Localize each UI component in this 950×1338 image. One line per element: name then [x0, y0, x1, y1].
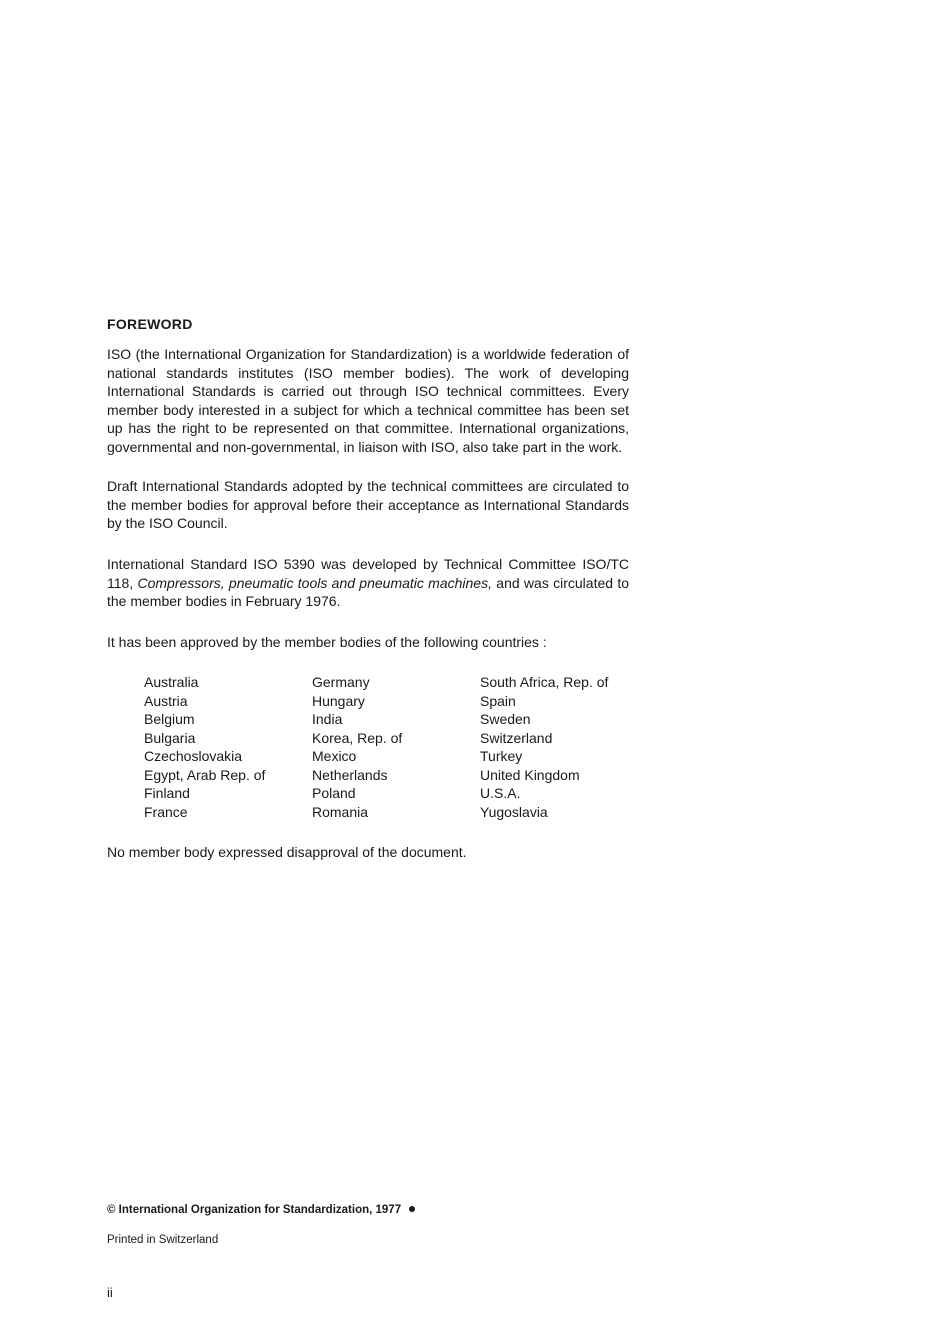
foreword-paragraph-iso-description: ISO (the International Organization for Standardization) is a worldwide federation of national standards institutes (ISO member bodies). The work of developing International Standards is carried out through ISO technical committees. Every member body interested in a subject for which a technical committee has been set up has the right to be represented on that committee. International organizations, governmental and non-governmental, in liaison with ISO, also take part in the work.: [107, 346, 629, 455]
copyright-text: © International Organization for Standardization, 1977: [107, 1204, 402, 1216]
foreword-paragraph-no-disapproval: No member body expressed disapproval of the document.: [107, 844, 467, 860]
country-item: France: [144, 803, 188, 820]
bullet-icon: [409, 1206, 415, 1212]
country-item: Australia: [144, 674, 199, 690]
approving-countries-list: [144, 673, 664, 821]
copyright-notice: [107, 1204, 415, 1216]
country-item: South Africa, Rep. of: [480, 674, 609, 690]
country-item: Romania: [312, 803, 369, 820]
country-item: Belgium: [144, 711, 195, 727]
country-item: Spain: [480, 692, 516, 709]
country-item: India: [312, 711, 343, 727]
country-item: U.S.A.: [480, 785, 521, 801]
country-item: Bulgaria: [144, 729, 196, 746]
committee-title: Compressors, pneumatic tools and pneumatic machines,: [137, 574, 492, 591]
country-item: Switzerland: [480, 729, 553, 746]
countries-column-1: [144, 673, 312, 821]
country-item: Turkey: [480, 748, 523, 764]
country-item: Sweden: [480, 711, 531, 727]
country-item: Korea, Rep. of: [312, 729, 403, 746]
country-item: Netherlands: [312, 766, 388, 783]
country-item: Poland: [312, 785, 356, 801]
country-item: Yugoslavia: [480, 803, 548, 820]
standard-origin-text-end: and was circulated to the member bodies in February 1976.: [107, 574, 629, 609]
foreword-heading: FOREWORD: [107, 316, 193, 332]
country-item: Czechoslovakia: [144, 748, 243, 764]
country-item: Mexico: [312, 748, 357, 764]
country-item: Austria: [144, 692, 188, 709]
countries-column-2: [312, 673, 480, 821]
country-item: Hungary: [312, 692, 365, 709]
country-item: Egypt, Arab Rep. of: [144, 766, 266, 783]
country-item: Finland: [144, 785, 190, 801]
country-item: United Kingdom: [480, 766, 580, 783]
foreword-paragraph-draft-standards: Draft International Standards adopted by the technical committees are circulated to the member bodies for approval before their acceptance as International Standards by the ISO Council.: [107, 478, 629, 531]
foreword-paragraph-standard-origin: [107, 555, 629, 611]
countries-column-3: [480, 673, 664, 821]
page-number: ii: [107, 1285, 113, 1300]
printed-location: Printed in Switzerland: [107, 1234, 219, 1246]
standard-origin-text: International Standard ISO 5390 was developed by Technical Committee ISO/TC 118,: [107, 556, 629, 591]
country-item: Germany: [312, 674, 370, 690]
foreword-paragraph-approval: It has been approved by the member bodies of the following countries :: [107, 634, 547, 650]
